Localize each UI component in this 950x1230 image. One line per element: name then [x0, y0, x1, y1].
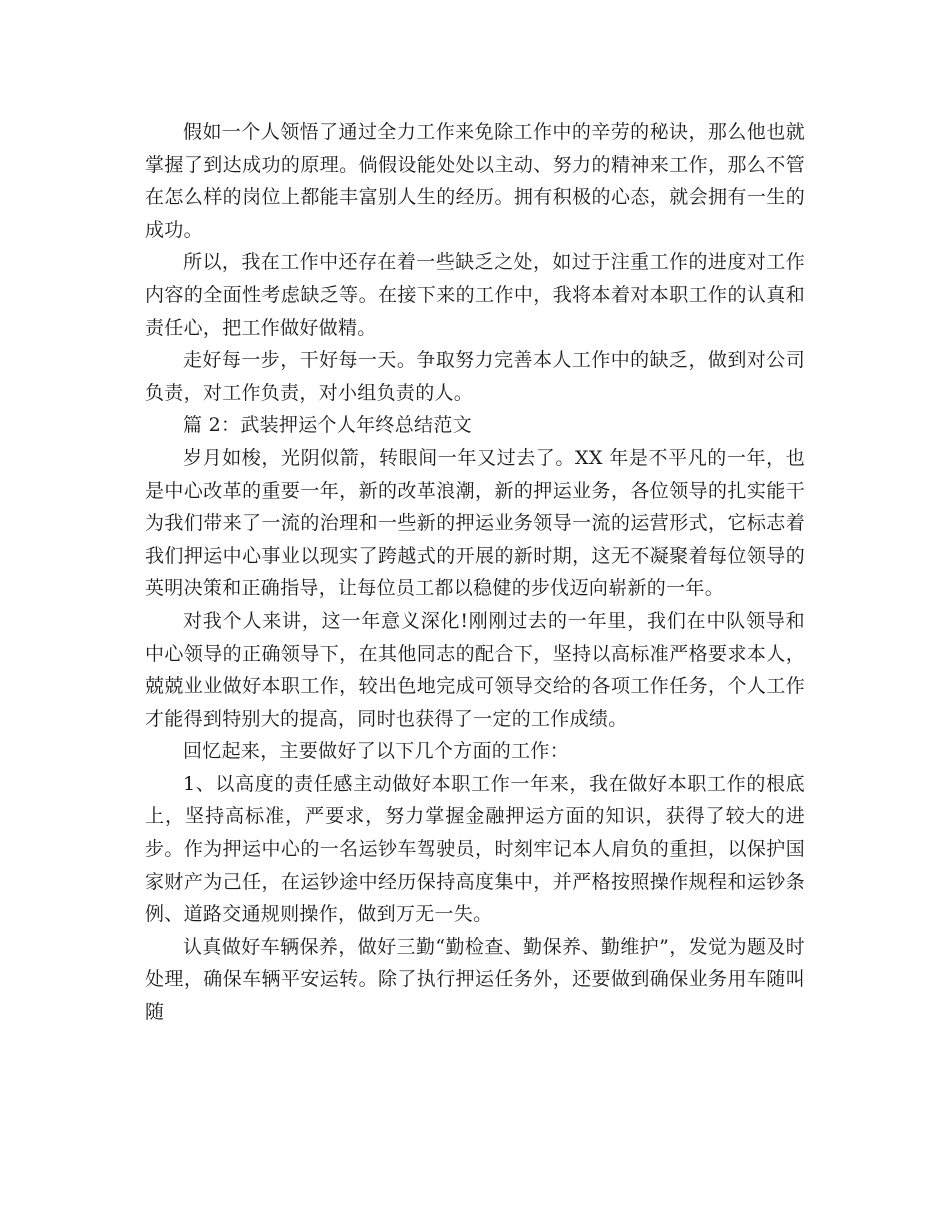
paragraph: 回忆起来，主要做好了以下几个方面的工作： — [183, 740, 570, 763]
paragraph: 1、以高度的责任感主动做好本职工作一年来，我在做好本职工作的根底上，坚持高标准，严要求，努力掌握金融押运方面的知识，获得了较大的进步。作为押运中心的一名运钞车驾驶员，时刻牢记本人肩负的重担，以保护国家财产为己任，在运钞途中经历保持高度集中，并严格按照操作规程和运钞条例、道路交通规则操作，做到万无一失。 — [145, 772, 805, 926]
document-body — [145, 116, 805, 1029]
paragraph: 走好每一步，干好每一天。争取努力完善本人工作中的缺乏，做到对公司负责，对工作负责，对小组负责的人。 — [145, 349, 805, 404]
section-heading: 篇 2：武装押运个人年终总结范文 — [183, 414, 472, 437]
paragraph: 认真做好车辆保养，做好三勤“勤检查、勤保养、勤维护”，发觉为题及时处理，确保车辆平安运转。除了执行押运任务外，还要做到确保业务用车随叫随 — [145, 935, 805, 1024]
paragraph: 岁月如梭，光阴似箭，转眼间一年又过去了。XX 年是不平凡的一年，也是中心改革的重要一年，新的改革浪潮，新的押运业务，各位领导的扎实能干为我们带来了一流的治理和一些新的押运业务领导一流的运营形式，它标志着我们押运中心事业以现实了跨越式的开展的新时期，这无不凝聚着每位领导的英明决策和正确指导，让每位员工都以稳健的步伐迈向崭新的一年。 — [145, 446, 805, 600]
paragraph: 对我个人来讲，这一年意义深化!刚刚过去的一年里，我们在中队领导和中心领导的正确领导下，在其他同志的配合下，坚持以高标准严格要求本人，兢兢业业做好本职工作，较出色地完成可领导交给的各项工作任务，个人工作才能得到特别大的提高，同时也获得了一定的工作成绩。 — [145, 609, 805, 730]
paragraph: 假如一个人领悟了通过全力工作来免除工作中的辛劳的秘诀，那么他也就掌握了到达成功的原理。倘假设能处处以主动、努力的精神来工作，那么不管在怎么样的岗位上都能丰富别人生的经历。拥有积极的心态，就会拥有一生的成功。 — [145, 121, 805, 241]
paragraph: 所以，我在工作中还存在着一些缺乏之处，如过于注重工作的进度对工作内容的全面性考虑缺乏等。在接下来的工作中，我将本着对本职工作的认真和责任心，把工作做好做精。 — [145, 251, 805, 339]
